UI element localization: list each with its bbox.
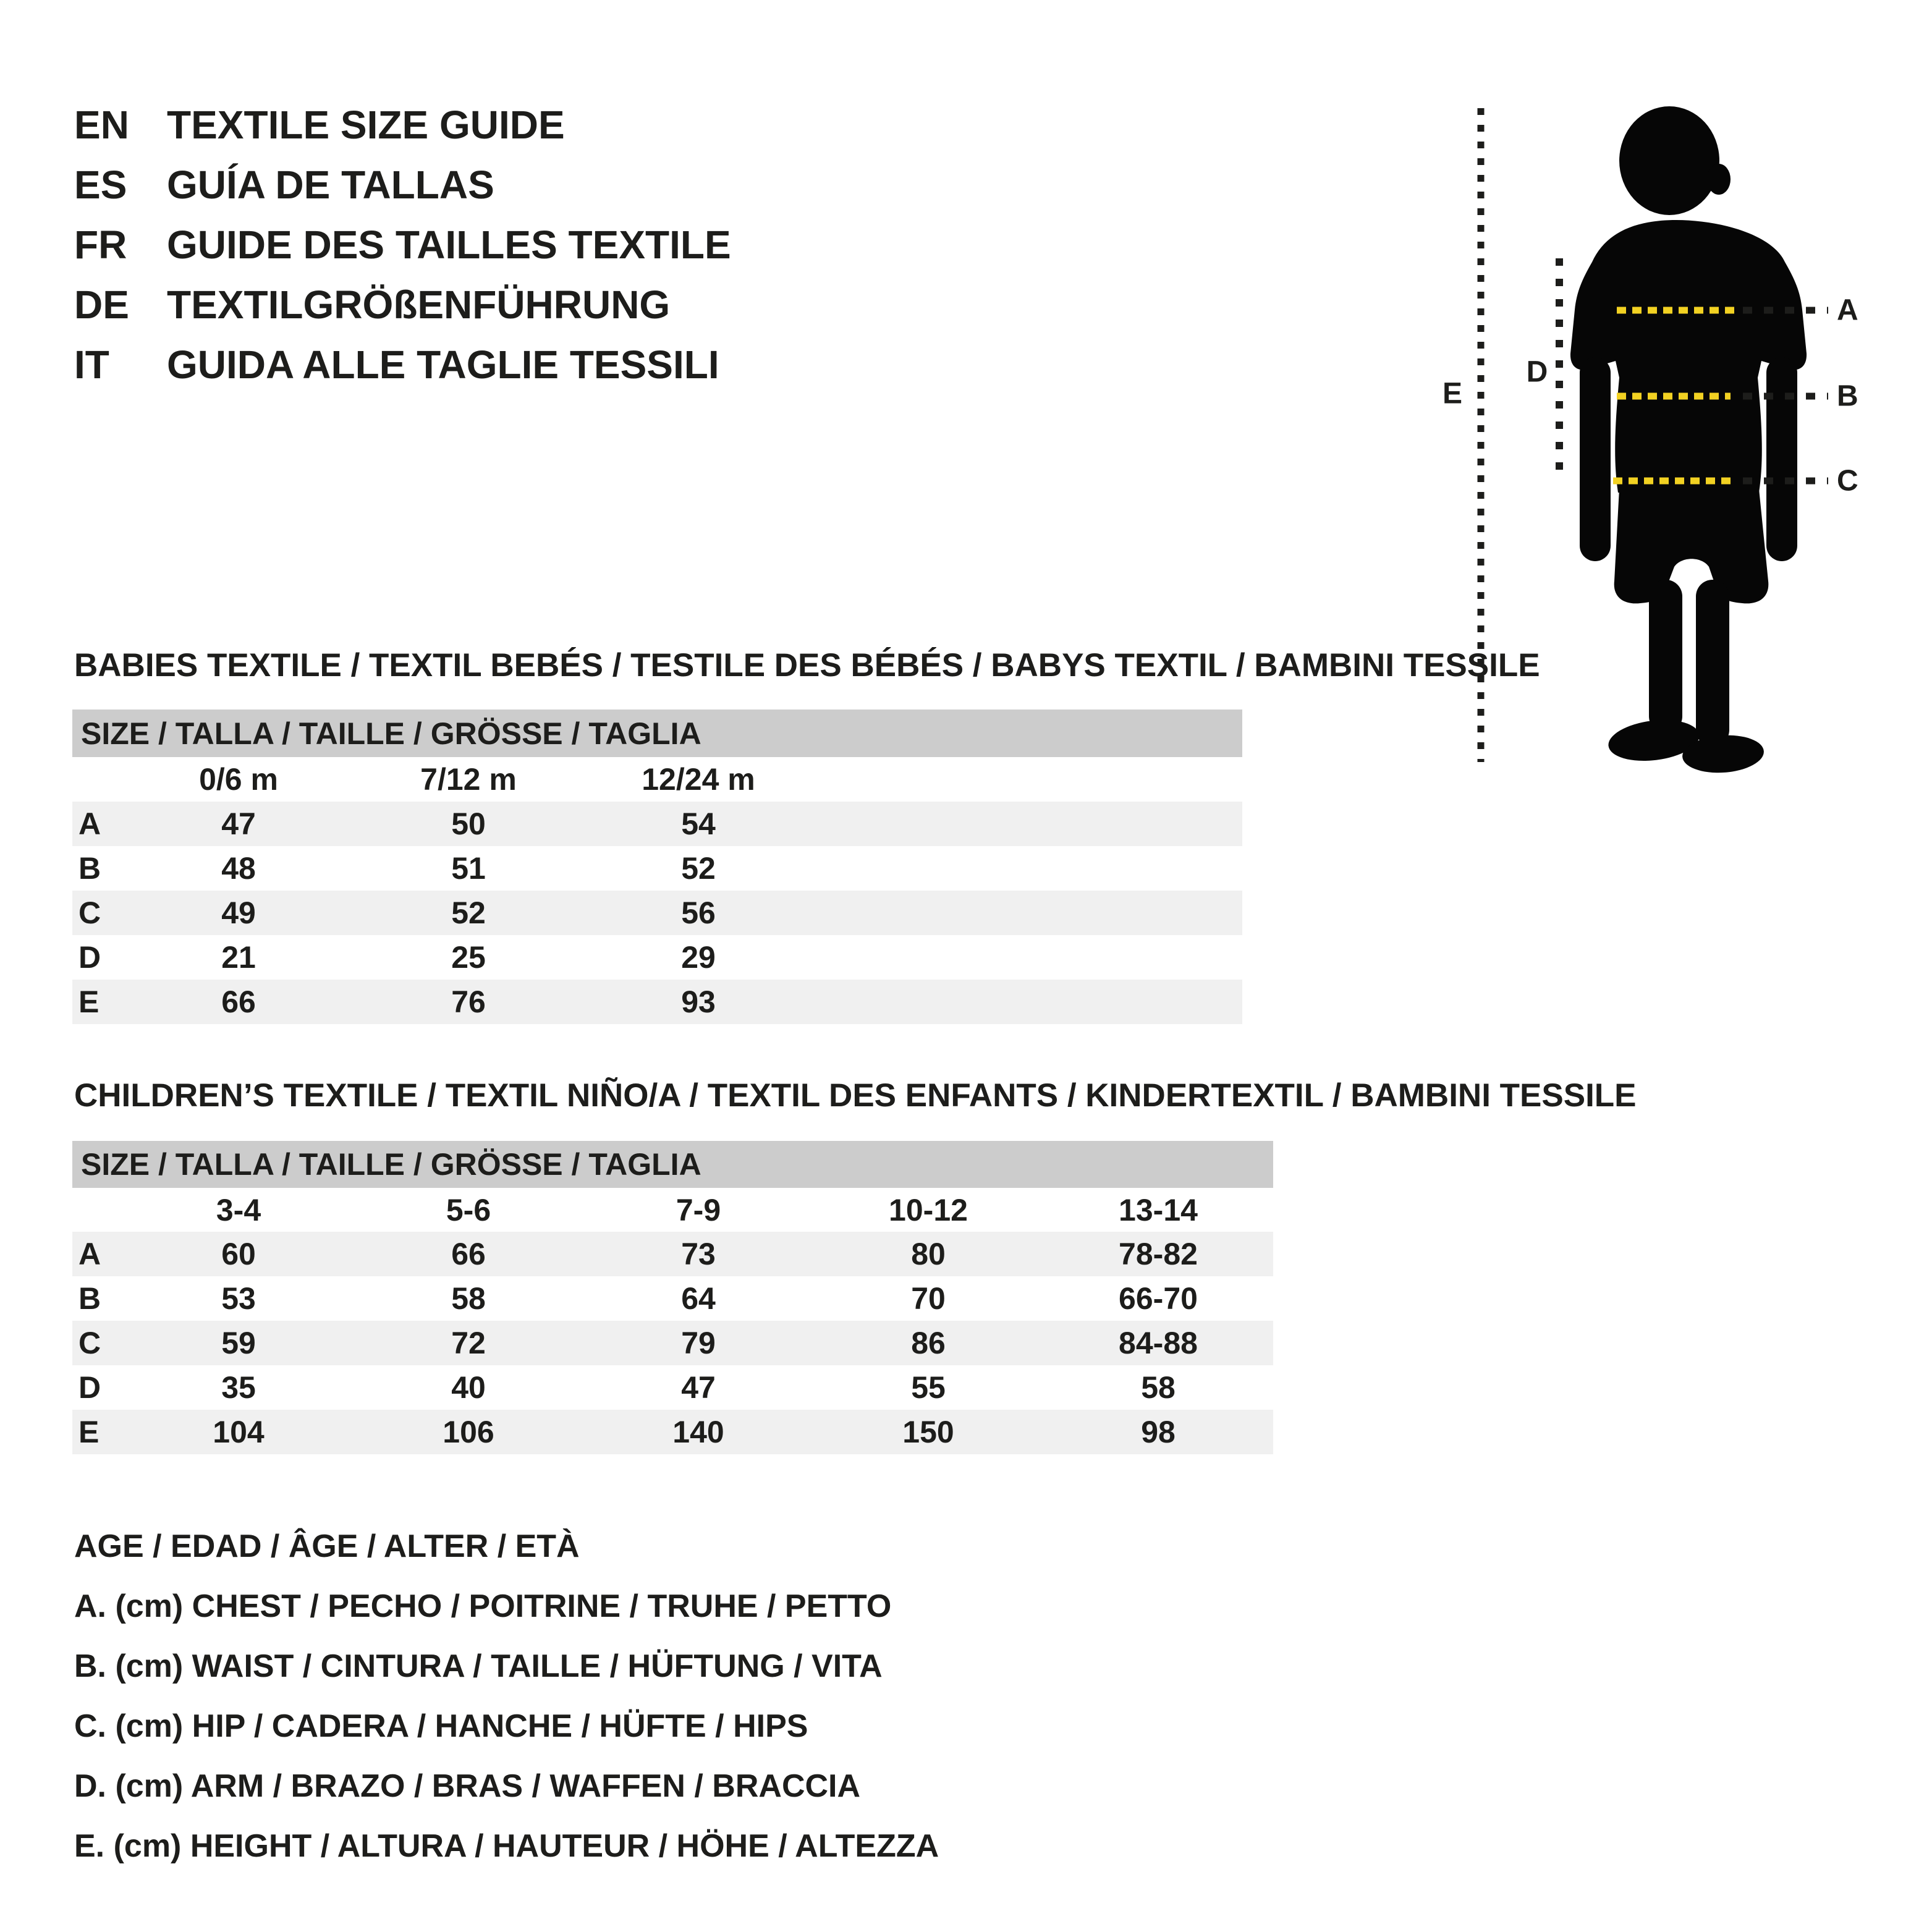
- children-d-val-1: 35: [221, 1370, 256, 1405]
- legend-height: E. (cm) HEIGHT / ALTURA / HAUTEUR / HÖHE / ALTEZZA: [74, 1828, 939, 1864]
- babies-d-val-3: 29: [681, 940, 716, 975]
- children-row-a-label: A: [78, 1237, 101, 1271]
- babies-size-table: [72, 710, 1242, 1024]
- lang-row-it: [74, 335, 731, 395]
- children-row-a: [72, 1232, 1273, 1276]
- children-e-val-2: 106: [443, 1415, 494, 1449]
- babies-c-val-2: 52: [451, 896, 486, 930]
- measurement-legend: [74, 1517, 939, 1876]
- children-size-header-bar: [72, 1141, 1273, 1188]
- children-a-val-1: 60: [221, 1237, 256, 1271]
- children-b-val-1: 53: [221, 1281, 256, 1316]
- children-d-val-3: 47: [681, 1370, 716, 1405]
- babies-c-val-1: 49: [221, 896, 256, 930]
- children-c-val-2: 72: [451, 1326, 486, 1360]
- children-col-10-12: 10-12: [889, 1192, 968, 1227]
- lang-title-en: TEXTILE SIZE GUIDE: [167, 103, 565, 147]
- children-d-val-4: 55: [911, 1370, 946, 1405]
- children-b-val-5: 66-70: [1119, 1281, 1198, 1316]
- children-e-val-3: 140: [672, 1415, 724, 1449]
- children-column-header-row: [72, 1188, 1273, 1232]
- lang-row-es: [74, 155, 731, 215]
- lang-row-de: [74, 275, 731, 335]
- babies-row-c: [72, 891, 1242, 935]
- lang-title-fr: GUIDE DES TAILLES TEXTILE: [167, 222, 731, 267]
- figure-label-a: A: [1837, 294, 1858, 327]
- legend-chest: A. (cm) CHEST / PECHO / POITRINE / TRUHE / PETTO: [74, 1588, 892, 1624]
- babies-row-a: [72, 802, 1242, 846]
- babies-row-d: [72, 935, 1242, 980]
- measurement-figure: [1409, 87, 1866, 791]
- babies-row-d-label: D: [78, 940, 101, 975]
- lang-code-en: EN: [74, 103, 129, 147]
- children-b-val-3: 64: [681, 1281, 716, 1316]
- children-row-c: [72, 1321, 1273, 1365]
- lang-code-fr: FR: [74, 222, 127, 267]
- figure-label-d: D: [1526, 355, 1548, 389]
- children-e-val-4: 150: [902, 1415, 954, 1449]
- children-d-val-2: 40: [451, 1370, 486, 1405]
- legend-waist: B. (cm) WAIST / CINTURA / TAILLE / HÜFTUNG / VITA: [74, 1648, 883, 1684]
- babies-row-b: [72, 846, 1242, 891]
- children-a-val-2: 66: [451, 1237, 486, 1271]
- children-a-val-3: 73: [681, 1237, 716, 1271]
- lang-code-it: IT: [74, 342, 109, 387]
- children-c-val-1: 59: [221, 1326, 256, 1360]
- children-d-val-5: 58: [1141, 1370, 1176, 1405]
- lang-title-es: GUÍA DE TALLAS: [167, 163, 494, 207]
- children-size-table: [72, 1141, 1273, 1454]
- legend-hip: C. (cm) HIP / CADERA / HANCHE / HÜFTE / HIPS: [74, 1708, 808, 1744]
- legend-age: AGE / EDAD / ÂGE / ALTER / ETÀ: [74, 1528, 580, 1564]
- children-col-5-6: 5-6: [446, 1192, 491, 1227]
- children-a-val-4: 80: [911, 1237, 946, 1271]
- children-row-c-label: C: [78, 1326, 101, 1360]
- child-silhouette: [1570, 106, 1807, 776]
- babies-b-val-3: 52: [681, 851, 716, 886]
- children-c-val-5: 84-88: [1119, 1326, 1198, 1360]
- figure-label-e: E: [1442, 377, 1463, 410]
- lang-row-en: [74, 95, 731, 155]
- children-c-val-3: 79: [681, 1326, 716, 1360]
- babies-d-val-1: 21: [221, 940, 256, 975]
- babies-e-val-3: 93: [681, 985, 716, 1019]
- lang-row-fr: [74, 215, 731, 275]
- babies-row-e: [72, 980, 1242, 1024]
- babies-col-12-24m: 12/24 m: [642, 762, 755, 797]
- children-col-13-14: 13-14: [1119, 1192, 1198, 1227]
- children-a-val-5: 78-82: [1119, 1237, 1198, 1271]
- children-row-d-label: D: [78, 1370, 101, 1405]
- babies-row-c-label: C: [78, 896, 101, 930]
- children-size-header-text: SIZE / TALLA / TAILLE / GRÖSSE / TAGLIA: [81, 1147, 701, 1182]
- children-col-7-9: 7-9: [676, 1192, 721, 1227]
- babies-row-a-label: A: [78, 807, 101, 841]
- babies-colhead-spacer: [72, 757, 124, 802]
- babies-a-val-3: 54: [681, 807, 716, 841]
- children-e-val-5: 98: [1141, 1415, 1176, 1449]
- babies-col-7-12m: 7/12 m: [420, 762, 517, 797]
- babies-row-b-label: B: [78, 851, 101, 886]
- legend-arm: D. (cm) ARM / BRAZO / BRAS / WAFFEN / BRACCIA: [74, 1768, 861, 1804]
- babies-e-val-2: 76: [451, 985, 486, 1019]
- children-b-val-2: 58: [451, 1281, 486, 1316]
- lang-title-de: TEXTILGRÖßENFÜHRUNG: [167, 282, 671, 327]
- figure-label-c: C: [1837, 464, 1858, 498]
- children-b-val-4: 70: [911, 1281, 946, 1316]
- babies-column-header-row: [72, 757, 1242, 802]
- lang-code-es: ES: [74, 163, 127, 207]
- babies-e-val-1: 66: [221, 985, 256, 1019]
- figure-label-b: B: [1837, 379, 1858, 413]
- children-col-3-4: 3-4: [216, 1192, 261, 1227]
- children-row-d: [72, 1365, 1273, 1410]
- babies-b-val-2: 51: [451, 851, 486, 886]
- babies-size-header-text: SIZE / TALLA / TAILLE / GRÖSSE / TAGLIA: [81, 716, 701, 751]
- babies-a-val-2: 50: [451, 807, 486, 841]
- babies-b-val-1: 48: [221, 851, 256, 886]
- babies-a-val-1: 47: [221, 807, 256, 841]
- lang-code-de: DE: [74, 282, 129, 327]
- babies-section-title: BABIES TEXTILE / TEXTIL BEBÉS / TESTILE DES BÉBÉS / BABYS TEXTIL / BAMBINI TESSILE: [74, 647, 1540, 684]
- children-e-val-1: 104: [213, 1415, 265, 1449]
- babies-col-0-6m: 0/6 m: [199, 762, 278, 797]
- children-c-val-4: 86: [911, 1326, 946, 1360]
- children-colhead-spacer: [72, 1188, 124, 1232]
- lang-title-it: GUIDA ALLE TAGLIE TESSILI: [167, 342, 719, 387]
- language-title-list: [74, 95, 731, 395]
- children-section-title: CHILDREN’S TEXTILE / TEXTIL NIÑO/A / TEXTIL DES ENFANTS / KINDERTEXTIL / BAMBINI TESSILE: [74, 1077, 1637, 1114]
- children-row-e: [72, 1410, 1273, 1454]
- children-row-b-label: B: [78, 1281, 101, 1316]
- babies-size-header-bar: [72, 710, 1242, 757]
- children-row-e-label: E: [78, 1415, 100, 1449]
- babies-row-e-label: E: [78, 985, 100, 1019]
- children-row-b: [72, 1276, 1273, 1321]
- babies-d-val-2: 25: [451, 940, 486, 975]
- babies-c-val-3: 56: [681, 896, 716, 930]
